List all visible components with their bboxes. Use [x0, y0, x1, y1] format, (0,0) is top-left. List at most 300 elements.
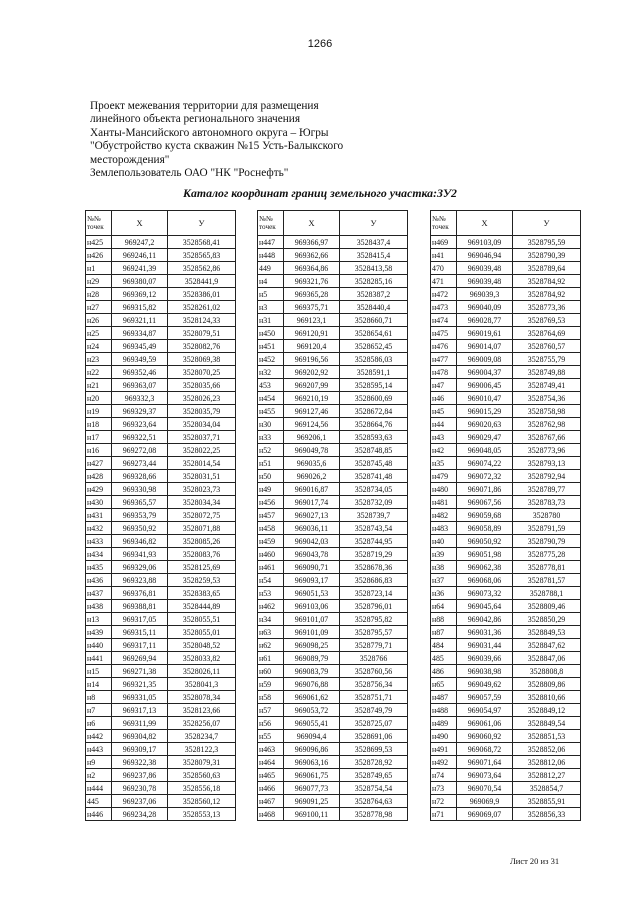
- table-row: [258, 457, 408, 470]
- x-coordinate-cell: 969369,12: [112, 288, 168, 301]
- x-coordinate-cell: 969036,11: [284, 522, 340, 535]
- point-number-cell: н478: [431, 366, 457, 379]
- y-coordinate-cell: 3528850,29: [513, 613, 581, 626]
- point-number-cell: н443: [86, 743, 112, 756]
- point-number-cell: н430: [86, 496, 112, 509]
- x-coordinate-cell: 969035,6: [284, 457, 340, 470]
- x-coordinate-cell: 969230,78: [112, 782, 168, 795]
- point-number-cell: н475: [431, 327, 457, 340]
- x-coordinate-cell: 969039,48: [457, 275, 513, 288]
- table-row: [258, 353, 408, 366]
- y-coordinate-cell: 3528760,57: [513, 340, 581, 353]
- x-coordinate-cell: 969068,72: [457, 743, 513, 756]
- column-header-y: У: [168, 211, 236, 236]
- table-row: [431, 665, 581, 678]
- x-coordinate-cell: 969247,2: [112, 236, 168, 249]
- x-coordinate-cell: 969089,79: [284, 652, 340, 665]
- y-coordinate-cell: 3528725,07: [340, 717, 408, 730]
- point-number-cell: н32: [258, 366, 284, 379]
- table-row: [431, 509, 581, 522]
- table-row: [86, 561, 236, 574]
- x-coordinate-cell: 969071,64: [457, 756, 513, 769]
- column-header-line: точек: [432, 223, 449, 231]
- x-coordinate-cell: 969322,38: [112, 756, 168, 769]
- table-row: [431, 652, 581, 665]
- x-coordinate-cell: 969017,74: [284, 496, 340, 509]
- y-coordinate-cell: 3528686,83: [340, 574, 408, 587]
- table-row: [431, 262, 581, 275]
- y-coordinate-cell: 3528055,01: [168, 626, 236, 639]
- table-header-row: [431, 211, 581, 236]
- point-number-cell: н72: [431, 795, 457, 808]
- x-coordinate-cell: 969304,82: [112, 730, 168, 743]
- x-coordinate-cell: 969016,87: [284, 483, 340, 496]
- table-row: [86, 782, 236, 795]
- column-header-point-number: [86, 211, 112, 236]
- table-row: [431, 704, 581, 717]
- point-number-cell: н31: [258, 314, 284, 327]
- x-coordinate-cell: 969061,06: [457, 717, 513, 730]
- y-coordinate-cell: 3528591,1: [340, 366, 408, 379]
- table-row: [258, 327, 408, 340]
- y-coordinate-cell: 3528779,71: [340, 639, 408, 652]
- y-coordinate-cell: 3528847,62: [513, 639, 581, 652]
- point-number-cell: н438: [86, 600, 112, 613]
- x-coordinate-cell: 969006,45: [457, 379, 513, 392]
- column-header-y: У: [513, 211, 581, 236]
- point-number-cell: н448: [258, 249, 284, 262]
- table-row: [431, 405, 581, 418]
- point-number-cell: н456: [258, 496, 284, 509]
- table-row: [86, 496, 236, 509]
- x-coordinate-cell: 969077,73: [284, 782, 340, 795]
- x-coordinate-cell: 969246,11: [112, 249, 168, 262]
- point-number-cell: н426: [86, 249, 112, 262]
- table-row: [258, 340, 408, 353]
- x-coordinate-cell: 969098,25: [284, 639, 340, 652]
- table-row: [86, 457, 236, 470]
- y-coordinate-cell: 3528795,59: [513, 236, 581, 249]
- y-coordinate-cell: 3528795,57: [340, 626, 408, 639]
- coordinate-table-1: [85, 210, 236, 821]
- y-coordinate-cell: 3528788,1: [513, 587, 581, 600]
- point-number-cell: н22: [86, 366, 112, 379]
- y-coordinate-cell: 3528756,34: [340, 678, 408, 691]
- x-coordinate-cell: 969101,09: [284, 626, 340, 639]
- x-coordinate-cell: 969273,44: [112, 457, 168, 470]
- table-row: [431, 275, 581, 288]
- point-number-cell: н473: [431, 301, 457, 314]
- point-number-cell: н33: [258, 431, 284, 444]
- table-row: [431, 496, 581, 509]
- point-number-cell: н447: [258, 236, 284, 249]
- point-number-cell: 471: [431, 275, 457, 288]
- point-number-cell: н444: [86, 782, 112, 795]
- point-number-cell: н46: [431, 392, 457, 405]
- y-coordinate-cell: 3528734,05: [340, 483, 408, 496]
- table-row: [258, 418, 408, 431]
- point-number-cell: н435: [86, 561, 112, 574]
- y-coordinate-cell: 3528586,03: [340, 353, 408, 366]
- point-number-cell: н464: [258, 756, 284, 769]
- point-number-cell: н428: [86, 470, 112, 483]
- table-row: [86, 704, 236, 717]
- y-coordinate-cell: 3528784,92: [513, 288, 581, 301]
- point-number-cell: н47: [431, 379, 457, 392]
- y-coordinate-cell: 3528072,75: [168, 509, 236, 522]
- table-row: [258, 405, 408, 418]
- table-row: [258, 535, 408, 548]
- table-row: [258, 314, 408, 327]
- y-coordinate-cell: 3528259,53: [168, 574, 236, 587]
- table-row: [258, 691, 408, 704]
- table-row: [431, 392, 581, 405]
- point-number-cell: н54: [258, 574, 284, 587]
- y-coordinate-cell: 3528767,66: [513, 431, 581, 444]
- point-number-cell: н481: [431, 496, 457, 509]
- point-number-cell: н4: [258, 275, 284, 288]
- point-number-cell: н459: [258, 535, 284, 548]
- table-row: [86, 379, 236, 392]
- y-coordinate-cell: 3528743,54: [340, 522, 408, 535]
- y-coordinate-cell: 3528749,88: [513, 366, 581, 379]
- point-number-cell: н35: [431, 457, 457, 470]
- x-coordinate-cell: 969269,94: [112, 652, 168, 665]
- x-coordinate-cell: 969376,81: [112, 587, 168, 600]
- x-coordinate-cell: 969045,64: [457, 600, 513, 613]
- x-coordinate-cell: 969206,1: [284, 431, 340, 444]
- table-row: [258, 769, 408, 782]
- point-number-cell: н492: [431, 756, 457, 769]
- x-coordinate-cell: 969050,92: [457, 535, 513, 548]
- point-number-cell: н20: [86, 392, 112, 405]
- table-row: [431, 327, 581, 340]
- x-coordinate-cell: 969323,64: [112, 418, 168, 431]
- table-row: [258, 431, 408, 444]
- x-coordinate-cell: 969365,28: [284, 288, 340, 301]
- y-coordinate-cell: 3528261,02: [168, 301, 236, 314]
- catalog-title: Каталог координат границ земельного участка:ЗУ2: [183, 186, 457, 200]
- column-header-x: X: [457, 211, 513, 236]
- y-coordinate-cell: 3528739,7: [340, 509, 408, 522]
- point-number-cell: н462: [258, 600, 284, 613]
- table-row: [431, 444, 581, 457]
- table-row: [258, 561, 408, 574]
- table-row: [86, 795, 236, 808]
- y-coordinate-cell: 3528033,82: [168, 652, 236, 665]
- y-coordinate-cell: 3528078,34: [168, 691, 236, 704]
- x-coordinate-cell: 969330,98: [112, 483, 168, 496]
- table-row: [431, 236, 581, 249]
- y-coordinate-cell: 3528773,36: [513, 301, 581, 314]
- point-number-cell: н434: [86, 548, 112, 561]
- y-coordinate-cell: 3528125,69: [168, 561, 236, 574]
- y-coordinate-cell: 3528790,39: [513, 249, 581, 262]
- table-row: [86, 574, 236, 587]
- table-row: [258, 782, 408, 795]
- table-row: [258, 496, 408, 509]
- table-row: [431, 431, 581, 444]
- y-coordinate-cell: 3528749,65: [340, 769, 408, 782]
- y-coordinate-cell: 3528751,71: [340, 691, 408, 704]
- x-coordinate-cell: 969241,39: [112, 262, 168, 275]
- y-coordinate-cell: 3528809,86: [513, 678, 581, 691]
- header-line: месторождения": [90, 153, 170, 166]
- x-coordinate-cell: 969271,38: [112, 665, 168, 678]
- y-coordinate-cell: 3528556,18: [168, 782, 236, 795]
- table-row: [86, 665, 236, 678]
- y-coordinate-cell: 3528387,2: [340, 288, 408, 301]
- table-header-row: [258, 211, 408, 236]
- y-coordinate-cell: 3528593,63: [340, 431, 408, 444]
- column-header-x: X: [284, 211, 340, 236]
- point-number-cell: н40: [431, 535, 457, 548]
- y-coordinate-cell: 3528796,01: [340, 600, 408, 613]
- y-coordinate-cell: 3528123,66: [168, 704, 236, 717]
- x-coordinate-cell: 969321,76: [284, 275, 340, 288]
- point-number-cell: н474: [431, 314, 457, 327]
- y-coordinate-cell: 3528672,84: [340, 405, 408, 418]
- point-number-cell: н425: [86, 236, 112, 249]
- page-number: 1266: [307, 38, 333, 50]
- x-coordinate-cell: 969073,32: [457, 587, 513, 600]
- table-row: [258, 249, 408, 262]
- x-coordinate-cell: 969103,09: [457, 236, 513, 249]
- y-coordinate-cell: 3528034,34: [168, 496, 236, 509]
- point-number-cell: н63: [258, 626, 284, 639]
- point-number-cell: н87: [431, 626, 457, 639]
- table-row: [431, 626, 581, 639]
- table-row: [86, 756, 236, 769]
- x-coordinate-cell: 969071,86: [457, 483, 513, 496]
- table-row: [86, 288, 236, 301]
- y-coordinate-cell: 3528764,63: [340, 795, 408, 808]
- y-coordinate-cell: 3528812,27: [513, 769, 581, 782]
- table-row: [86, 808, 236, 821]
- y-coordinate-cell: 3528691,06: [340, 730, 408, 743]
- x-coordinate-cell: 969069,9: [457, 795, 513, 808]
- point-number-cell: н51: [258, 457, 284, 470]
- point-number-cell: н71: [431, 808, 457, 821]
- x-coordinate-cell: 969048,05: [457, 444, 513, 457]
- table-row: [258, 288, 408, 301]
- table-row: [86, 639, 236, 652]
- table-row: [258, 548, 408, 561]
- table-row: [86, 236, 236, 249]
- x-coordinate-cell: 969350,92: [112, 522, 168, 535]
- point-number-cell: н60: [258, 665, 284, 678]
- x-coordinate-cell: 969364,86: [284, 262, 340, 275]
- y-coordinate-cell: 3528664,76: [340, 418, 408, 431]
- point-number-cell: н479: [431, 470, 457, 483]
- point-number-cell: н25: [86, 327, 112, 340]
- column-header-line: точек: [87, 223, 104, 231]
- table-row: [258, 704, 408, 717]
- column-header-line: №№: [87, 215, 101, 223]
- x-coordinate-cell: 969049,78: [284, 444, 340, 457]
- y-coordinate-cell: 3528775,28: [513, 548, 581, 561]
- table-row: [86, 249, 236, 262]
- y-coordinate-cell: 3528810,66: [513, 691, 581, 704]
- point-number-cell: н472: [431, 288, 457, 301]
- table-row: [258, 444, 408, 457]
- table-row: [431, 756, 581, 769]
- table-row: [431, 288, 581, 301]
- table-row: [86, 730, 236, 743]
- coordinate-table-2: [257, 210, 408, 821]
- point-number-cell: н6: [86, 717, 112, 730]
- point-number-cell: н463: [258, 743, 284, 756]
- y-coordinate-cell: 3528749,41: [513, 379, 581, 392]
- x-coordinate-cell: 969069,07: [457, 808, 513, 821]
- table-row: [258, 613, 408, 626]
- table-row: [258, 587, 408, 600]
- y-coordinate-cell: 3528783,73: [513, 496, 581, 509]
- y-coordinate-cell: 3528085,26: [168, 535, 236, 548]
- y-coordinate-cell: 3528852,06: [513, 743, 581, 756]
- y-coordinate-cell: 3528079,51: [168, 327, 236, 340]
- point-number-cell: н36: [431, 587, 457, 600]
- x-coordinate-cell: 969083,79: [284, 665, 340, 678]
- y-coordinate-cell: 3528781,57: [513, 574, 581, 587]
- table-row: [431, 600, 581, 613]
- x-coordinate-cell: 969051,98: [457, 548, 513, 561]
- point-number-cell: н44: [431, 418, 457, 431]
- table-row: [258, 236, 408, 249]
- x-coordinate-cell: 969237,06: [112, 795, 168, 808]
- table-row: [258, 470, 408, 483]
- table-row: [258, 262, 408, 275]
- y-coordinate-cell: 3528083,76: [168, 548, 236, 561]
- column-header-point-number: [431, 211, 457, 236]
- y-coordinate-cell: 3528071,88: [168, 522, 236, 535]
- y-coordinate-cell: 3528383,65: [168, 587, 236, 600]
- table-row: [431, 340, 581, 353]
- header-line: Проект межевания территории для размещения: [90, 100, 319, 112]
- table-row: [258, 301, 408, 314]
- point-number-cell: 453: [258, 379, 284, 392]
- y-coordinate-cell: 3528022,25: [168, 444, 236, 457]
- y-coordinate-cell: 3528754,36: [513, 392, 581, 405]
- point-number-cell: н480: [431, 483, 457, 496]
- x-coordinate-cell: 969054,97: [457, 704, 513, 717]
- x-coordinate-cell: 969062,38: [457, 561, 513, 574]
- y-coordinate-cell: 3528444,89: [168, 600, 236, 613]
- y-coordinate-cell: 3528124,33: [168, 314, 236, 327]
- x-coordinate-cell: 969100,11: [284, 808, 340, 821]
- point-number-cell: н17: [86, 431, 112, 444]
- y-coordinate-cell: 3528568,41: [168, 236, 236, 249]
- x-coordinate-cell: 969004,37: [457, 366, 513, 379]
- x-coordinate-cell: 969127,46: [284, 405, 340, 418]
- y-coordinate-cell: 3528719,29: [340, 548, 408, 561]
- y-coordinate-cell: 3528055,51: [168, 613, 236, 626]
- point-number-cell: н454: [258, 392, 284, 405]
- point-number-cell: н2: [86, 769, 112, 782]
- table-row: [86, 418, 236, 431]
- point-number-cell: н53: [258, 587, 284, 600]
- x-coordinate-cell: 969020,63: [457, 418, 513, 431]
- y-coordinate-cell: 3528026,23: [168, 392, 236, 405]
- column-header-point-number: [258, 211, 284, 236]
- x-coordinate-cell: 969323,88: [112, 574, 168, 587]
- x-coordinate-cell: 969124,56: [284, 418, 340, 431]
- y-coordinate-cell: 3528809,46: [513, 600, 581, 613]
- x-coordinate-cell: 969046,94: [457, 249, 513, 262]
- x-coordinate-cell: 969094,4: [284, 730, 340, 743]
- y-coordinate-cell: 3528070,25: [168, 366, 236, 379]
- table-row: [431, 457, 581, 470]
- x-coordinate-cell: 969068,06: [457, 574, 513, 587]
- point-number-cell: н55: [258, 730, 284, 743]
- point-number-cell: н42: [431, 444, 457, 457]
- table-row: [86, 483, 236, 496]
- x-coordinate-cell: 969123,1: [284, 314, 340, 327]
- x-coordinate-cell: 969091,25: [284, 795, 340, 808]
- x-coordinate-cell: 969058,89: [457, 522, 513, 535]
- point-number-cell: н57: [258, 704, 284, 717]
- table-row: [86, 366, 236, 379]
- x-coordinate-cell: 969317,11: [112, 639, 168, 652]
- point-number-cell: н61: [258, 652, 284, 665]
- y-coordinate-cell: 3528595,14: [340, 379, 408, 392]
- point-number-cell: 485: [431, 652, 457, 665]
- point-number-cell: н469: [431, 236, 457, 249]
- table-row: [431, 743, 581, 756]
- point-number-cell: н24: [86, 340, 112, 353]
- point-number-cell: н451: [258, 340, 284, 353]
- x-coordinate-cell: 969329,06: [112, 561, 168, 574]
- point-number-cell: н73: [431, 782, 457, 795]
- y-coordinate-cell: 3528755,79: [513, 353, 581, 366]
- sheet-footer: Лист 20 из 31: [510, 856, 560, 866]
- point-number-cell: н427: [86, 457, 112, 470]
- y-coordinate-cell: 3528415,4: [340, 249, 408, 262]
- point-number-cell: н39: [431, 548, 457, 561]
- y-coordinate-cell: 3528565,83: [168, 249, 236, 262]
- point-number-cell: н13: [86, 613, 112, 626]
- x-coordinate-cell: 969120,91: [284, 327, 340, 340]
- x-coordinate-cell: 969067,56: [457, 496, 513, 509]
- point-number-cell: н26: [86, 314, 112, 327]
- y-coordinate-cell: 3528778,98: [340, 808, 408, 821]
- y-coordinate-cell: 3528728,92: [340, 756, 408, 769]
- table-row: [258, 379, 408, 392]
- x-coordinate-cell: 969061,75: [284, 769, 340, 782]
- x-coordinate-cell: 969049,62: [457, 678, 513, 691]
- point-number-cell: н467: [258, 795, 284, 808]
- x-coordinate-cell: 969341,93: [112, 548, 168, 561]
- point-number-cell: н440: [86, 639, 112, 652]
- point-number-cell: н468: [258, 808, 284, 821]
- y-coordinate-cell: 3528122,3: [168, 743, 236, 756]
- x-coordinate-cell: 969072,32: [457, 470, 513, 483]
- y-coordinate-cell: 3528812,06: [513, 756, 581, 769]
- table-row: [431, 561, 581, 574]
- point-number-cell: н58: [258, 691, 284, 704]
- table-row: [86, 327, 236, 340]
- x-coordinate-cell: 969321,11: [112, 314, 168, 327]
- table-row: [258, 366, 408, 379]
- table-row: [258, 665, 408, 678]
- table-row: [258, 808, 408, 821]
- table-row: [86, 522, 236, 535]
- coordinate-table-3: [430, 210, 581, 821]
- y-coordinate-cell: 3528560,12: [168, 795, 236, 808]
- document-header: [90, 100, 420, 180]
- point-number-cell: н27: [86, 301, 112, 314]
- x-coordinate-cell: 969352,46: [112, 366, 168, 379]
